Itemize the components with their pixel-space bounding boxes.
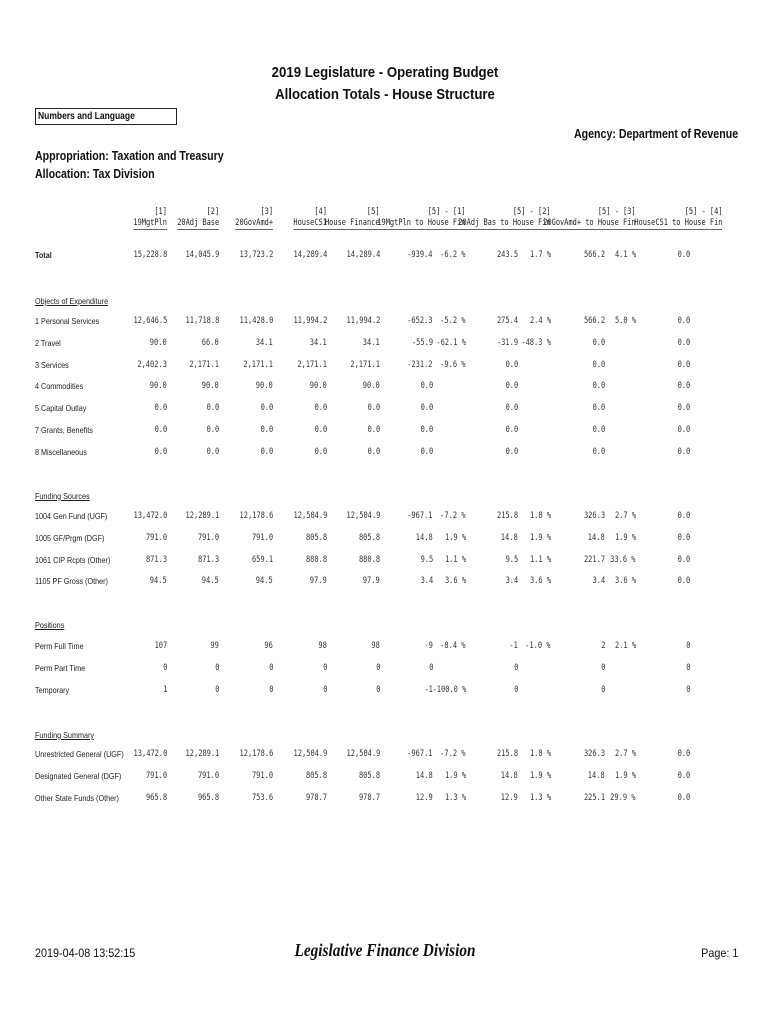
table-cell: -62.1 % — [436, 338, 466, 348]
table-cell: 13,723.2 — [239, 250, 273, 260]
table-cell: 14.8 — [501, 533, 518, 543]
table-cell: 2 — [600, 641, 605, 651]
table-cell: 0.0 — [677, 555, 690, 565]
table-cell: 1.9 % — [614, 533, 636, 543]
column-label: HouseCS1 to House Fin — [633, 218, 722, 228]
column-header — [634, 207, 722, 230]
row-label: Perm Full Time — [35, 641, 84, 651]
table-cell: 3.6 % — [444, 576, 466, 586]
table-cell: 0.0 — [154, 447, 167, 457]
table-cell: 0.0 — [314, 425, 327, 435]
table-cell: 0.0 — [677, 576, 690, 586]
row-label: Temporary — [35, 685, 70, 695]
table-cell: -967.1 — [407, 511, 433, 521]
table-cell: 1.9 % — [444, 533, 466, 543]
table-cell: 14.8 — [588, 533, 605, 543]
table-cell: 1.9 % — [529, 771, 551, 781]
column-index: [4] — [314, 207, 327, 217]
report-title: 2019 Legislature - Operating Budget — [271, 64, 499, 81]
row-label: 1 Personal Services — [35, 316, 100, 326]
table-cell: 0 — [428, 663, 433, 673]
table-cell: 880.8 — [358, 555, 380, 565]
table-cell: 34.1 — [256, 338, 273, 348]
column-label: 20Adj Bas to House Fin — [458, 218, 551, 228]
table-cell: 14.8 — [416, 533, 433, 543]
table-cell: 11,994.2 — [346, 316, 380, 326]
table-cell: 978.7 — [305, 793, 327, 803]
table-cell: 805.8 — [358, 771, 380, 781]
table-cell: 99 — [210, 641, 219, 651]
table-cell: -939.4 — [407, 250, 433, 260]
table-cell: 12,646.5 — [133, 316, 167, 326]
table-cell: 0 — [375, 663, 380, 673]
table-cell: 326.3 — [583, 511, 605, 521]
table-cell: 14,289.4 — [346, 250, 380, 260]
table-cell: 566.2 — [583, 316, 605, 326]
row-label: Unrestricted General (UGF) — [35, 749, 124, 759]
table-cell: 2,171.1 — [243, 360, 273, 370]
table-cell: 0.0 — [677, 793, 690, 803]
table-cell: 1.8 % — [529, 511, 551, 521]
column-label: 20Adj Base — [177, 218, 219, 228]
table-cell: 753.6 — [251, 793, 273, 803]
table-cell: 1.3 % — [529, 793, 551, 803]
table-cell: 1.9 % — [614, 771, 636, 781]
table-cell: -6.2 % — [440, 250, 466, 260]
table-cell: 3.6 % — [529, 576, 551, 586]
table-cell: 107 — [154, 641, 167, 651]
table-cell: 0 — [375, 685, 380, 695]
table-cell: 0 — [685, 663, 690, 673]
column-index: [5] — [367, 207, 380, 217]
table-cell: 66.0 — [202, 338, 219, 348]
table-cell: 871.3 — [145, 555, 167, 565]
table-cell: 90.0 — [363, 381, 380, 391]
table-cell: 15,228.8 — [133, 250, 167, 260]
column-label: House Finance — [325, 218, 380, 228]
table-cell: 4.1 % — [614, 250, 636, 260]
table-cell: -5.2 % — [440, 316, 466, 326]
table-cell: 0.0 — [592, 360, 605, 370]
table-cell: -1 — [509, 641, 518, 651]
table-cell: -31.9 — [496, 338, 518, 348]
table-cell: 0 — [214, 685, 219, 695]
table-cell: 0.0 — [677, 511, 690, 521]
table-cell: 805.8 — [305, 533, 327, 543]
column-header — [293, 207, 327, 230]
table-cell: 9.5 — [505, 555, 518, 565]
row-label: Designated General (DGF) — [35, 771, 122, 781]
table-cell: 98 — [318, 641, 327, 651]
table-cell: 2,171.1 — [189, 360, 219, 370]
table-cell: 221.7 — [583, 555, 605, 565]
table-cell: 3.4 — [592, 576, 605, 586]
table-cell: 0.0 — [677, 533, 690, 543]
column-header — [377, 207, 465, 230]
table-cell: 12,289.1 — [185, 511, 219, 521]
table-cell: 12,289.1 — [185, 749, 219, 759]
table-cell: 11,428.0 — [239, 316, 273, 326]
table-cell: 0 — [162, 663, 167, 673]
table-cell: 0.0 — [420, 403, 433, 413]
table-cell: 0.0 — [154, 403, 167, 413]
table-cell: 0.0 — [206, 425, 219, 435]
table-cell: 0.0 — [677, 447, 690, 457]
section-title: Funding Sources — [35, 491, 90, 501]
table-cell: 12.9 — [501, 793, 518, 803]
column-index: [5] - [1] — [427, 207, 465, 217]
table-cell: 90.0 — [310, 381, 327, 391]
table-cell: 14.8 — [588, 771, 605, 781]
allocation-label: Allocation: Tax Division — [35, 167, 155, 181]
table-cell: 791.0 — [251, 533, 273, 543]
table-cell: 33.6 % — [610, 555, 636, 565]
table-cell: 9.5 — [420, 555, 433, 565]
table-cell: 0 — [685, 685, 690, 695]
table-cell: -7.2 % — [440, 511, 466, 521]
table-cell: -967.1 — [407, 749, 433, 759]
column-index: [3] — [260, 207, 273, 217]
table-cell: 1.3 % — [444, 793, 466, 803]
column-header — [177, 207, 219, 230]
table-cell: 0.0 — [154, 425, 167, 435]
table-cell: 791.0 — [145, 533, 167, 543]
table-cell: 98 — [371, 641, 380, 651]
table-cell: 225.1 — [583, 793, 605, 803]
table-cell: 1.7 % — [529, 250, 551, 260]
row-label: 3 Services — [35, 360, 69, 370]
table-cell: 0.0 — [420, 425, 433, 435]
table-cell: 13,472.0 — [133, 511, 167, 521]
column-header — [235, 207, 273, 230]
table-cell: 0.0 — [260, 425, 273, 435]
table-cell: -7.2 % — [440, 749, 466, 759]
table-cell: 2.4 % — [529, 316, 551, 326]
column-header — [459, 207, 551, 230]
table-cell: 0.0 — [367, 447, 380, 457]
row-label: 7 Grants, Benefits — [35, 425, 93, 435]
table-cell: 0.0 — [314, 403, 327, 413]
column-label: 20GovAmd+ to House Fin — [543, 218, 636, 228]
table-cell: -9.6 % — [440, 360, 466, 370]
table-cell: 12.9 — [416, 793, 433, 803]
table-cell: 0.0 — [505, 447, 518, 457]
table-cell: 1.1 % — [529, 555, 551, 565]
table-cell: 0.0 — [677, 381, 690, 391]
table-cell: -9 — [424, 641, 433, 651]
footer-page-number: Page: 1 — [700, 946, 738, 960]
column-index: [5] - [3] — [598, 207, 636, 217]
table-cell: 659.1 — [251, 555, 273, 565]
table-cell: -1 — [424, 685, 433, 695]
table-cell: 0.0 — [367, 403, 380, 413]
table-cell: 215.8 — [496, 511, 518, 521]
column-label: HouseCS1 — [293, 218, 327, 228]
table-cell: 0 — [513, 685, 518, 695]
column-label: 19MgtPln — [133, 218, 167, 228]
table-cell: 0.0 — [677, 316, 690, 326]
box-label: Numbers and Language — [38, 111, 135, 122]
table-cell: 94.5 — [150, 576, 167, 586]
table-cell: 871.3 — [197, 555, 219, 565]
table-cell: 0.0 — [677, 403, 690, 413]
table-cell: 0 — [685, 641, 690, 651]
table-cell: 1.9 % — [444, 771, 466, 781]
table-cell: 0.0 — [592, 425, 605, 435]
table-cell: 0.0 — [505, 425, 518, 435]
table-cell: 0 — [268, 663, 273, 673]
column-label: 19MgtPln to House Fin — [376, 218, 465, 228]
table-cell: 13,472.0 — [133, 749, 167, 759]
table-cell: 2,171.1 — [350, 360, 380, 370]
table-cell: -652.3 — [407, 316, 433, 326]
table-cell: 90.0 — [150, 338, 167, 348]
table-cell: 0 — [600, 663, 605, 673]
row-label: Total — [35, 250, 52, 260]
table-cell: 94.5 — [256, 576, 273, 586]
table-cell: 0 — [214, 663, 219, 673]
column-index: [2] — [206, 207, 219, 217]
agency-label: Agency: Department of Revenue — [573, 127, 738, 141]
table-cell: 90.0 — [150, 381, 167, 391]
row-label: 8 Miscellaneous — [35, 447, 87, 457]
table-cell: 965.8 — [197, 793, 219, 803]
table-cell: 0.0 — [592, 447, 605, 457]
table-cell: 0.0 — [592, 338, 605, 348]
table-cell: 0.0 — [206, 447, 219, 457]
table-cell: 791.0 — [145, 771, 167, 781]
table-cell: -8.4 % — [440, 641, 466, 651]
table-cell: 2,402.3 — [137, 360, 167, 370]
table-cell: 3.6 % — [614, 576, 636, 586]
row-label: 4 Commodities — [35, 381, 84, 391]
table-cell: 1 — [162, 685, 167, 695]
table-cell: 34.1 — [363, 338, 380, 348]
table-cell: 12,504.9 — [293, 749, 327, 759]
table-cell: 97.9 — [310, 576, 327, 586]
appropriation-label: Appropriation: Taxation and Treasury — [35, 149, 224, 163]
row-label: Other State Funds (Other) — [35, 793, 119, 803]
table-cell: 96 — [264, 641, 273, 651]
table-cell: 1.1 % — [444, 555, 466, 565]
column-header — [325, 207, 380, 230]
table-cell: 2.7 % — [614, 511, 636, 521]
footer-timestamp: 2019-04-08 13:52:15 — [35, 946, 136, 960]
table-cell: -48.3 % — [521, 338, 551, 348]
row-label: 1061 CIP Rcpts (Other) — [35, 555, 111, 565]
table-cell: 29.9 % — [610, 793, 636, 803]
table-cell: 94.5 — [202, 576, 219, 586]
column-index: [5] - [4] — [684, 207, 722, 217]
table-cell: 90.0 — [256, 381, 273, 391]
table-cell: 965.8 — [145, 793, 167, 803]
table-cell: 805.8 — [305, 771, 327, 781]
table-cell: 11,994.2 — [293, 316, 327, 326]
table-cell: 0 — [322, 663, 327, 673]
table-cell: 12,504.9 — [346, 749, 380, 759]
column-header — [133, 207, 167, 230]
row-label: 1005 GF/Prgm (DGF) — [35, 533, 105, 543]
row-label: 1105 PF Gross (Other) — [35, 576, 108, 586]
table-cell: 12,178.6 — [239, 749, 273, 759]
table-cell: -55.9 — [411, 338, 433, 348]
table-cell: 0.0 — [260, 447, 273, 457]
table-cell: 12,504.9 — [346, 511, 380, 521]
section-title: Funding Summary — [35, 730, 95, 740]
table-cell: 3.4 — [505, 576, 518, 586]
column-index: [1] — [154, 207, 167, 217]
table-cell: 14,045.9 — [185, 250, 219, 260]
table-cell: 12,178.6 — [239, 511, 273, 521]
column-header — [544, 207, 636, 230]
section-title: Positions — [35, 620, 65, 630]
table-cell: 0 — [268, 685, 273, 695]
table-cell: 1.8 % — [529, 749, 551, 759]
table-cell: 0.0 — [677, 250, 690, 260]
table-cell: 0.0 — [206, 403, 219, 413]
table-cell: -231.2 — [407, 360, 433, 370]
table-cell: 0.0 — [677, 338, 690, 348]
table-cell: 11,718.8 — [185, 316, 219, 326]
table-cell: 0.0 — [314, 447, 327, 457]
table-cell: 14,289.4 — [293, 250, 327, 260]
table-cell: 791.0 — [251, 771, 273, 781]
table-cell: 0.0 — [505, 403, 518, 413]
table-cell: 0 — [322, 685, 327, 695]
table-cell: 2.7 % — [614, 749, 636, 759]
table-cell: 326.3 — [583, 749, 605, 759]
table-cell: 3.4 — [420, 576, 433, 586]
row-label: 2 Travel — [35, 338, 61, 348]
table-cell: 243.5 — [496, 250, 518, 260]
table-cell: 2.1 % — [614, 641, 636, 651]
table-cell: 791.0 — [197, 771, 219, 781]
table-cell: 0 — [600, 685, 605, 695]
table-cell: 880.8 — [305, 555, 327, 565]
table-cell: 0.0 — [505, 381, 518, 391]
table-cell: 0.0 — [260, 403, 273, 413]
column-label: 20GovAmd+ — [235, 218, 273, 228]
table-cell: 2,171.1 — [297, 360, 327, 370]
table-cell: 90.0 — [202, 381, 219, 391]
table-cell: 34.1 — [310, 338, 327, 348]
table-cell: 0.0 — [677, 771, 690, 781]
table-cell: 14.8 — [501, 771, 518, 781]
row-label: 1004 Gen Fund (UGF) — [35, 511, 108, 521]
table-cell: 0.0 — [592, 403, 605, 413]
footer-division: Legislative Finance Division — [294, 940, 476, 960]
table-cell: 0 — [513, 663, 518, 673]
row-label: 5 Capital Outlay — [35, 403, 87, 413]
report-subtitle: Allocation Totals - House Structure — [275, 86, 495, 103]
table-cell: 0.0 — [677, 360, 690, 370]
table-cell: 97.9 — [363, 576, 380, 586]
table-cell: 805.8 — [358, 533, 380, 543]
table-cell: 0.0 — [367, 425, 380, 435]
table-cell: 0.0 — [420, 447, 433, 457]
table-cell: 0.0 — [592, 381, 605, 391]
row-label: Perm Part Time — [35, 663, 86, 673]
table-cell: 0.0 — [420, 381, 433, 391]
table-cell: 566.2 — [583, 250, 605, 260]
table-cell: 0.0 — [505, 360, 518, 370]
section-title: Objects of Expenditure — [35, 296, 109, 306]
table-cell: 791.0 — [197, 533, 219, 543]
table-cell: 1.9 % — [529, 533, 551, 543]
table-cell: 978.7 — [358, 793, 380, 803]
table-cell: 5.0 % — [614, 316, 636, 326]
table-cell: 275.4 — [496, 316, 518, 326]
numbers-language-box — [35, 108, 177, 125]
table-cell: 12,504.9 — [293, 511, 327, 521]
table-cell: 14.8 — [416, 771, 433, 781]
table-cell: 0.0 — [677, 749, 690, 759]
column-index: [5] - [2] — [513, 207, 551, 217]
table-cell: 215.8 — [496, 749, 518, 759]
table-cell: -1.0 % — [525, 641, 551, 651]
table-cell: 0.0 — [677, 425, 690, 435]
table-cell: -100.0 % — [432, 685, 466, 695]
